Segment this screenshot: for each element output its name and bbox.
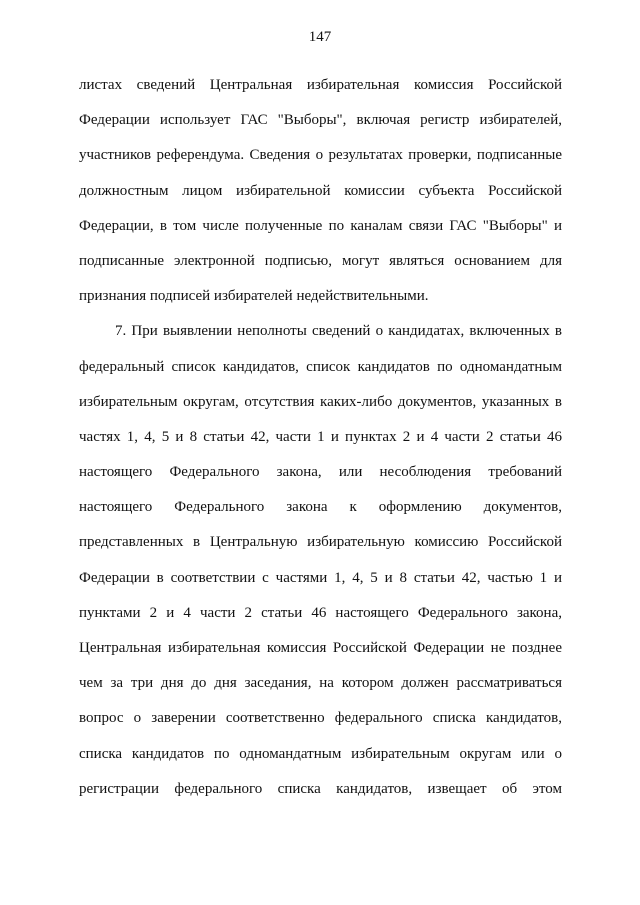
text-line: федеральный список кандидатов, список кандидатов по одномандатным (79, 358, 562, 375)
text-line: настоящего Федерального закона к оформлению документов, (79, 499, 562, 516)
text-line: чем за три дня до дня заседания, на котором должен рассматриваться (79, 675, 562, 692)
text-line: должностным лицом избирательной комиссии субъекта Российской (79, 182, 562, 199)
paragraph-start-line: 7. При выявлении неполноты сведений о кандидатах, включенных в (115, 323, 562, 340)
text-line: листах сведений Центральная избирательная комиссия Российской (79, 77, 562, 93)
text-line: признания подписей избирателей недействительными. (79, 288, 429, 305)
text-line: представленных в Центральную избирательную комиссию Российской (79, 534, 562, 551)
text-line: частях 1, 4, 5 и 8 статьи 42, части 1 и пунктах 2 и 4 части 2 статьи 46 (79, 428, 562, 445)
text-line: Федерации использует ГАС "Выборы", включая регистр избирателей, (79, 112, 562, 129)
text-line: списка кандидатов по одномандатным избирательным округам или о (79, 745, 562, 762)
text-line: вопрос о заверении соответственно федерального списка кандидатов, (79, 710, 562, 727)
body-text (79, 68, 562, 807)
text-line: Центральная избирательная комиссия Российской Федерации не позднее (79, 640, 562, 656)
text-line: настоящего Федерального закона, или несоблюдения требований (79, 464, 562, 481)
text-line: участников референдума. Сведения о результатах проверки, подписанные (79, 147, 562, 164)
text-line: избирательным округам, отсутствия каких-либо документов, указанных в (79, 393, 562, 410)
text-line: Федерации, в том числе полученные по каналам связи ГАС "Выборы" и (79, 217, 562, 234)
text-line: подписанные электронной подписью, могут являться основанием для (79, 252, 562, 269)
text-line: регистрации федерального списка кандидатов, извещает об этом (79, 780, 562, 797)
text-line: пунктами 2 и 4 части 2 статьи 46 настоящего Федерального закона, (79, 604, 562, 621)
text-line: Федерации в соответствии с частями 1, 4, 5 и 8 статьи 42, частью 1 и (79, 569, 562, 586)
page-number: 147 (308, 29, 332, 45)
